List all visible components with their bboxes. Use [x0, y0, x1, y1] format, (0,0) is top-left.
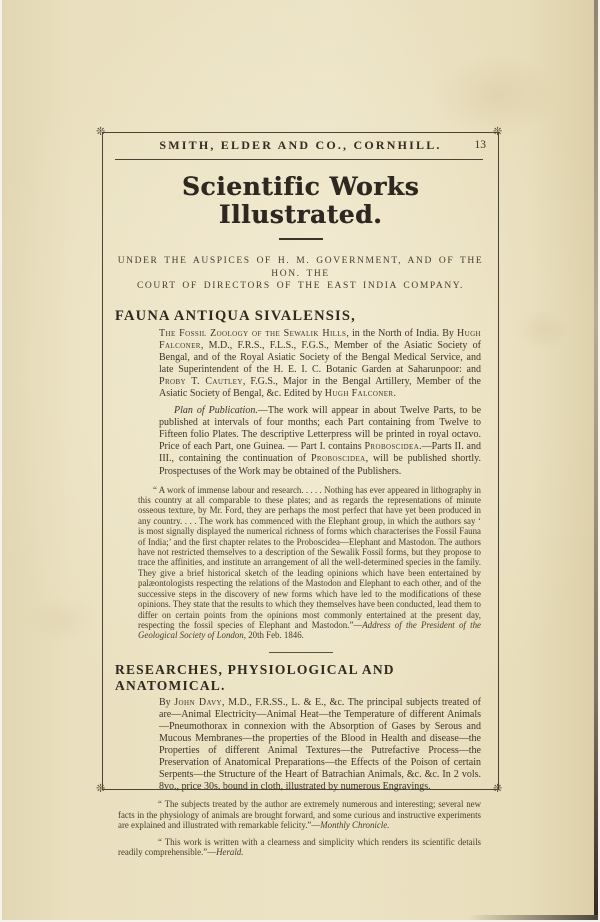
page-number: 13 — [474, 139, 486, 151]
section-divider — [269, 652, 333, 653]
review-quote-herald: “ This work is written with a clearness and simplicity which renders its scientific details readily comprehensible.”—Herald. — [118, 836, 481, 858]
review-quote-monthly-chronicle: “ The subjects treated by the author are extremely numerous and interesting; several new facts in the physiology of animals are brought forward, and some curious and instructive experiments are explained and illustrated with remarkable felicity.”—Monthly Chronicle. — [118, 799, 481, 831]
fleuron-icon: ❊ — [96, 125, 106, 138]
fleuron-icon: ❊ — [493, 782, 503, 795]
scan-edge — [468, 915, 598, 920]
scanned-page — [2, 0, 598, 920]
plan-of-publication: Plan of Publication.—The work will appear in about Twelve Parts, to be published at intervals of four months; each Part containing from Twelve to Fifteen folio Plates. The descriptive Letterpress will be printed in royal octavo. Price of each Part, one Guinea. — Part I. contains Proboscidea.—Parts II. and III., containing the continuation of Proboscidea, will be published shortly. Prospectuses of the Work may be obtained of the Publishers. — [159, 405, 482, 477]
page-frame — [102, 132, 499, 858]
publisher-imprint: SMITH, ELDER AND CO., CORNHILL. — [159, 138, 442, 152]
book-description: By John Davy, M.D., F.R.SS., L. & E., &c. The principal subjects treated of are—Animal Electricity—Animal Heat—the Temperature of different Animals—Pneumothorax in connexion with the Absorption of Gases by Serous and Mucous Membranes—the properties of the Blood in Health and disease—the Properties of different Animal Textures—the Putrefactive Process—the Preservation of Anatomical Preparations—the Effects of the Poison of certain Serpents—the Structure of the Heart of Batrachian Animals, &c. &c. In 2 vols. 8vo., price 30s. bound in cloth, illustrated by numerous Engravings. — [159, 696, 481, 793]
fleuron-icon: ❊ — [96, 782, 106, 795]
title-rule — [279, 238, 323, 240]
review-quote-geological-society: “ A work of immense labour and research. . . . . Nothing has ever appeared in lithography in this country at all comparable to these plates; and as regards the representations of minute osseous texture, by Mr. Ford, they are perhaps the most perfect that have yet been produced in any country. . . . The work has commenced with the Elephant group, in which the authors say ‘ is most signally displayed the numerical richness of forms which characterises the Fossil Fauna of India;’ and the first chapter relates to the Proboscidea—Elephant and Mastodon. The authors have not restricted themselves to a description of the Sewalik Fossil forms, but they propose to trace the affinities, and institute an arrangement of all the well-determined species in the family. They give a brief historical sketch of the leading opinions which have been entertained by palæontologists respecting the relations of the Mastodon and Elephant to each other, and of the successive steps in the discovery of new forms which have led to the modifications of these opinions. They state that the results to which they themselves have been conducted, lead them to differ on certain points from the opinions most commonly entertained at the present day, respecting the fossil species of Elephant and Mastodon.”—Address of the President of the Geological Society of London, 20th Feb. 1846. — [138, 484, 481, 641]
scan-edge — [594, 0, 598, 920]
book-title-fauna-antiqua: FAUNA ANTIQUA SIVALENSIS, — [115, 307, 356, 324]
running-header — [103, 133, 498, 160]
fleuron-icon: ❊ — [493, 125, 503, 138]
auspices-note — [103, 255, 498, 293]
book-title-researches: RESEARCHES, PHYSIOLOGICAL AND ANATOMICAL. — [115, 661, 395, 693]
page-title: Scientific Works Illustrated. — [181, 172, 420, 229]
book-description: The Fossil Zoology of the Sewalik Hills, in the North of India. By Hugh Falconer, M.D., F.R.S., F.L.S., F.G.S., Member of the Asiatic Society of Bengal, and of the Royal Asiatic Society of the Bengal Medical Service, and late Superintendent of the H. E. I. C. Botanic Garden at Saharunpoor: and Proby T. Cautley, F.G.S., Major in the Bengal Artillery, Member of the Asiatic Society of Bengal, &c. Edited by Hugh Falconer. — [159, 327, 481, 399]
auspices-line: COURT OF DIRECTORS OF THE EAST INDIA COMPANY. — [136, 281, 465, 291]
auspices-line: UNDER THE AUSPICES OF H. M. GOVERNMENT, AND OF THE HON. THE — [117, 256, 484, 279]
header-rule — [115, 159, 483, 160]
